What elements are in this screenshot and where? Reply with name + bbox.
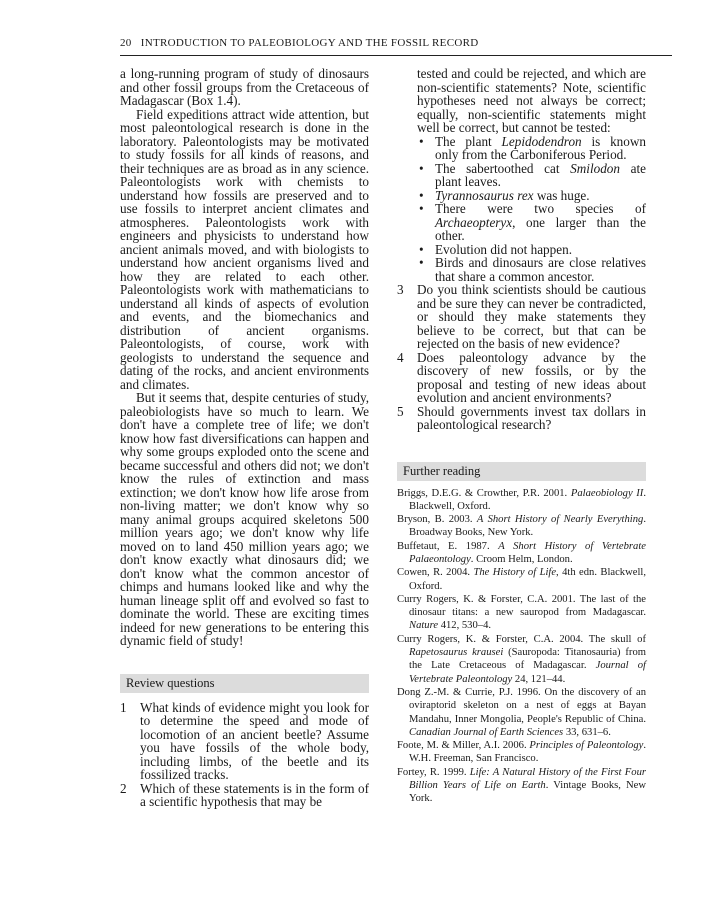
body-paragraph: a long-running program of study of dinosaurs and other fossil groups from the Cretaceous of Madagascar (Box 1.4). bbox=[120, 66, 369, 108]
body-paragraph: But it seems that, despite centuries of study, paleobiologists have so much to learn. We don't have a complete tree of life; we don't know how fast diversifications can happen and why some groups exploded onto the scene and became successful and others did not; we don't know the rules of extinction and mass extinction; we don't know how life arose from non-living matter; we don't know why so many animal groups acquired skeletons 500 million years ago; we don't know why life moved on to land 450 million years ago; we don't know exactly what dinosaurs did; we don't know what the common ancestor of chimps and humans looked like and why the human lineage split off and evolved so fast to dominate the world. These are exciting times indeed for new generations to be entering this dynamic field of study! bbox=[120, 390, 369, 648]
question-text: Should governments invest tax dollars in paleontological research? bbox=[417, 403, 646, 432]
question-number: 1 bbox=[120, 699, 127, 715]
page-number: 20 bbox=[120, 37, 132, 49]
reference-item bbox=[397, 686, 646, 739]
review-questions-heading: Review questions bbox=[120, 674, 369, 693]
reference-text: Foote, M. & Miller, A.I. 2006. bbox=[397, 740, 530, 752]
left-column bbox=[120, 67, 369, 809]
reference-text: . Croom Helm, London. bbox=[470, 553, 573, 565]
question-text: Which of these statements is in the form of a scientific hypothesis that may be bbox=[140, 780, 369, 809]
reference-item bbox=[397, 593, 646, 633]
statement-item: • Evolution did not happen. bbox=[419, 241, 572, 257]
running-header bbox=[120, 37, 672, 49]
question-text: Does paleontology advance by the discovery of new fossils, or by the proposal and testing of new ideas about evolution and ancient environments? bbox=[417, 349, 646, 405]
statement-item: • The plant Lepidodendron is known only from the Carboniferous Period. bbox=[419, 133, 646, 162]
reference-title: Rapetosaurus krausei bbox=[409, 647, 504, 659]
reference-item bbox=[397, 633, 646, 686]
bullet: • bbox=[419, 241, 424, 257]
statement-item: • There were two species of Archaeopteryx, one larger than the other. bbox=[419, 201, 646, 243]
reference-text: (Sauropoda: Titanosauria) from the Late Cretaceous of Madagascar. bbox=[409, 647, 646, 672]
question-text: Do you think scientists should be cautious and be sure they can never be contradicted, or should they make statements they believe to be correct, but that can be rejected on the basis of new evidence? bbox=[417, 282, 646, 351]
further-reading-heading: Further reading bbox=[397, 462, 646, 481]
reference-title: Palaeobiology II bbox=[570, 487, 644, 499]
question-item bbox=[397, 351, 646, 405]
body-paragraph: Field expeditions attract wide attention, but most paleontological research is done in the laboratory. Paleontologists may be motivated to study fossils for all kinds of reasons, and their techniques are as broad as in any science. Paleontologists work with chemists to understand how fossils are preserved and to use fossils to interpret ancient climates and atmospheres. Paleontologists work with engineers and physicists to understand how ancient animals moved, and with biologists to understand how ancient organisms lived and how they are related to each other. Paleontologists work with mathematicians to understand all kinds of aspects of evolution and events, and the biomechanics and distribution of ancient organisms. Paleontologists, of course, work with geologists to understand the sequence and dating of the rocks, and ancient environments and climates. bbox=[120, 106, 369, 392]
reference-text: . W.H. Freeman, San Francisco. bbox=[409, 740, 646, 765]
statement-list bbox=[397, 135, 646, 284]
reference-title: Life: A Natural History of the First Four Billion Years of Life on Earth bbox=[409, 766, 646, 792]
reference-item bbox=[397, 739, 646, 766]
reference-item bbox=[397, 566, 646, 593]
reference-text: Briggs, D.E.G. & Crowther, P.R. 2001. bbox=[397, 487, 571, 499]
question-number: 3 bbox=[397, 282, 404, 297]
reference-text: . Vintage Books, New York. bbox=[409, 780, 646, 805]
further-reading-list bbox=[397, 487, 646, 806]
reference-title: Principles of Paleontology bbox=[529, 740, 644, 752]
reference-text: Curry Rogers, K. & Forster, C.A. 2004. The skull of bbox=[397, 633, 646, 645]
statement-item: • Birds and dinosaurs are close relatives that share a common ancestor. bbox=[419, 255, 646, 284]
bullet: • bbox=[419, 160, 424, 176]
review-questions-list bbox=[397, 283, 646, 432]
reference-text: 33, 631–6. bbox=[563, 726, 611, 738]
reference-item bbox=[397, 487, 646, 514]
reference-text: Curry Rogers, K. & Forster, C.A. 2001. The last of the dinosaur titans: a new sauropod from Madagascar. bbox=[397, 593, 646, 619]
bullet: • bbox=[419, 255, 424, 270]
statement-item: • Tyrannosaurus rex was huge. bbox=[419, 187, 590, 203]
reference-item bbox=[397, 540, 646, 567]
bullet: • bbox=[419, 201, 424, 216]
header-rule bbox=[120, 55, 672, 56]
reference-text: Dong Z.-M. & Currie, P.J. 1996. On the discovery of an oviraptorid skeleton on a nest of eggs at Bayan Mandahu, Inner Mongolia, People's Republic of China. bbox=[397, 686, 646, 725]
right-column bbox=[397, 67, 646, 806]
running-title: INTRODUCTION TO PALEOBIOLOGY AND THE FOSSIL RECORD bbox=[140, 37, 479, 49]
reference-text: . Blackwell, Oxford. bbox=[409, 487, 646, 512]
reference-text: Cowen, R. 2004. bbox=[397, 567, 474, 579]
reference-text: 412, 530–4. bbox=[438, 620, 492, 632]
question-item bbox=[397, 283, 646, 351]
reference-text: , 4th edn. Blackwell, Oxford. bbox=[409, 567, 646, 592]
reference-text: . Broadway Books, New York. bbox=[409, 514, 646, 539]
question-number: 2 bbox=[120, 780, 127, 796]
bullet: • bbox=[419, 133, 424, 149]
reference-text: 24, 121–44. bbox=[512, 673, 566, 685]
reference-text: Fortey, R. 1999. bbox=[397, 766, 470, 778]
question-item bbox=[120, 782, 369, 809]
reference-item bbox=[397, 766, 646, 806]
question-number: 4 bbox=[397, 349, 404, 365]
reference-title: The History of Life bbox=[473, 567, 557, 579]
bullet: • bbox=[419, 187, 424, 203]
question-number: 5 bbox=[397, 403, 404, 419]
reference-title: A Short History of Nearly Everything bbox=[476, 514, 644, 526]
question-item bbox=[397, 405, 646, 432]
statement-item: • The sabertoothed cat Smilodon ate plant leaves. bbox=[419, 160, 646, 189]
question-item bbox=[120, 701, 369, 782]
question-text: What kinds of evidence might you look for to determine the speed and mode of locomotion of an ancient beetle? Assume you have fossils of the whole body, including limbs, of the beetle and its fossilized tracks. bbox=[140, 699, 369, 782]
reference-title: Canadian Journal of Earth Sciences bbox=[409, 726, 564, 738]
reference-item bbox=[397, 513, 646, 540]
reference-title: A Short History of Vertebrate Palaeontology bbox=[409, 540, 646, 565]
review-questions-list bbox=[120, 701, 369, 809]
reference-text: Bryson, B. 2003. bbox=[397, 514, 477, 526]
reference-title: Journal of Vertebrate Paleontology bbox=[409, 660, 646, 685]
reference-text: Buffetaut, E. 1987. bbox=[397, 540, 499, 552]
question-continuation: tested and could be rejected, and which are non-scientific statements? Note, scientific hypotheses need not always be correct; equally, non-scientific statements might well be correct, but cannot be tested: bbox=[417, 66, 646, 135]
reference-title: Nature bbox=[409, 620, 439, 632]
